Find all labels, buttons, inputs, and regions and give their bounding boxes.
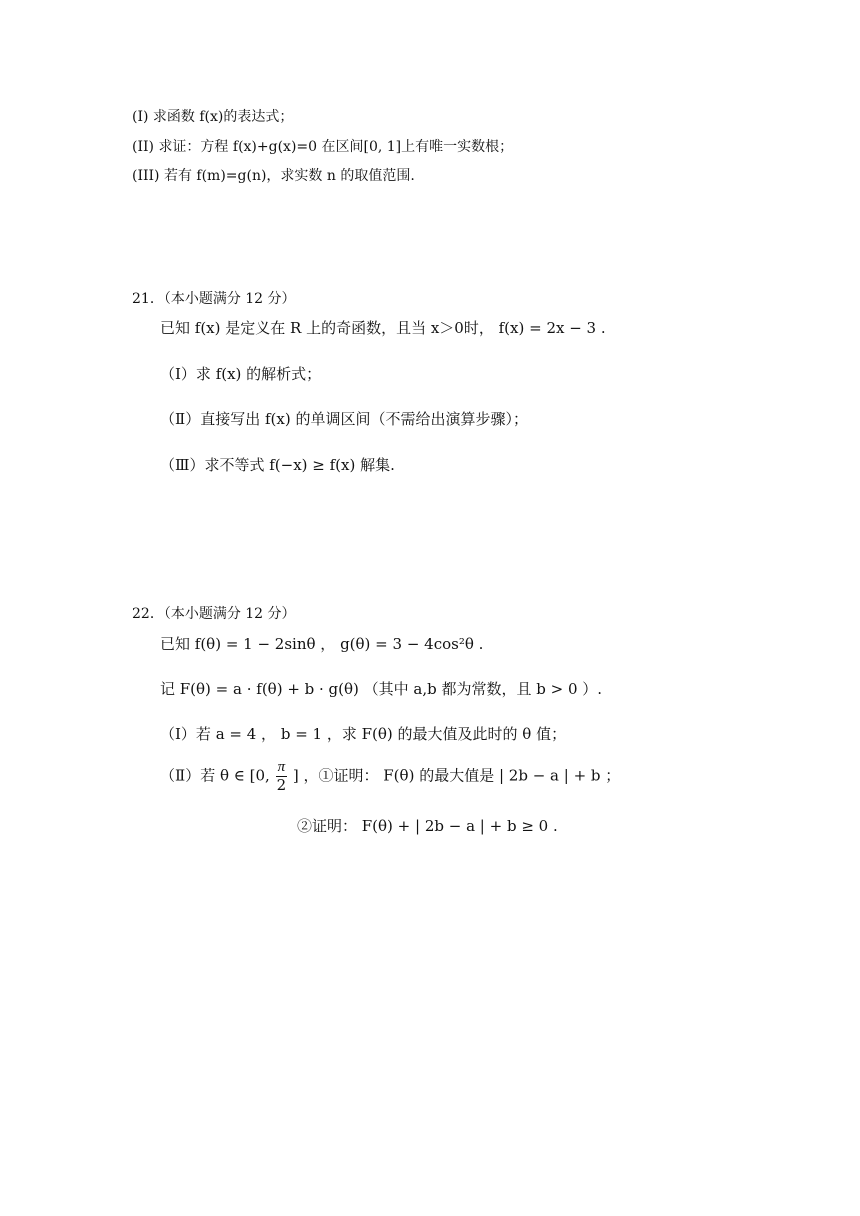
q22-part-2 — [160, 760, 620, 793]
q20-part-1-text: 求函数 f(x)的表达式； — [152, 109, 294, 125]
fraction-numerator: π — [277, 759, 286, 775]
q20-part-1-label: (I) — [132, 109, 149, 125]
q22-given: 已知 f(θ) = 1 − 2sinθ ， g(θ) = 3 − 4cos²θ . — [160, 635, 484, 653]
q22-define: 记 F(θ) = a · f(θ) + b · g(θ) （其中 a,b 都为常数，且 b > 0 ）. — [160, 680, 603, 698]
q22-part-2-prefix: （Ⅱ）若 θ ∈ [0, — [160, 766, 270, 785]
q22-part-2-suffix: ] ，①证明： F(θ) 的最大值是 | 2b − a | + b ； — [292, 766, 621, 785]
q21-part-3: （Ⅲ）求不等式 f(−x) ≥ f(x) 解集. — [160, 456, 395, 474]
q22-header: 22．（本小题满分 12 分） — [132, 606, 296, 622]
q20-part-3-text: 若有 f(m)=g(n)，求实数 n 的取值范围. — [163, 168, 415, 184]
q20-part-1 — [132, 106, 293, 126]
q20-part-2 — [132, 136, 513, 156]
pi-over-2-fraction — [276, 760, 288, 793]
q22-part-1: （Ⅰ）若 a = 4 ， b = 1 ，求 F(θ) 的最大值及此时的 θ 值； — [160, 725, 567, 743]
q21-part-2: （Ⅱ）直接写出 f(x) 的单调区间（不需给出演算步骤）； — [160, 410, 528, 428]
q20-part-2-text: 求证：方程 f(x)+g(x)=0 在区间[0, 1]上有唯一实数根； — [158, 139, 514, 155]
q22-part-2-second: ②证明： F(θ) + | 2b − a | + b ≥ 0 . — [297, 817, 558, 835]
q20-part-3-label: (III) — [132, 168, 160, 184]
fraction-denominator: 2 — [276, 776, 287, 794]
q21-header: 21．（本小题满分 12 分） — [132, 291, 296, 307]
q20-part-2-label: (II) — [132, 139, 154, 155]
q21-given: 已知 f(x) 是定义在 R 上的奇函数，且当 x＞0时， f(x) = 2x − 3 . — [160, 319, 606, 337]
q21-part-1: （Ⅰ）求 f(x) 的解析式； — [160, 365, 322, 383]
q20-part-3 — [132, 165, 415, 185]
